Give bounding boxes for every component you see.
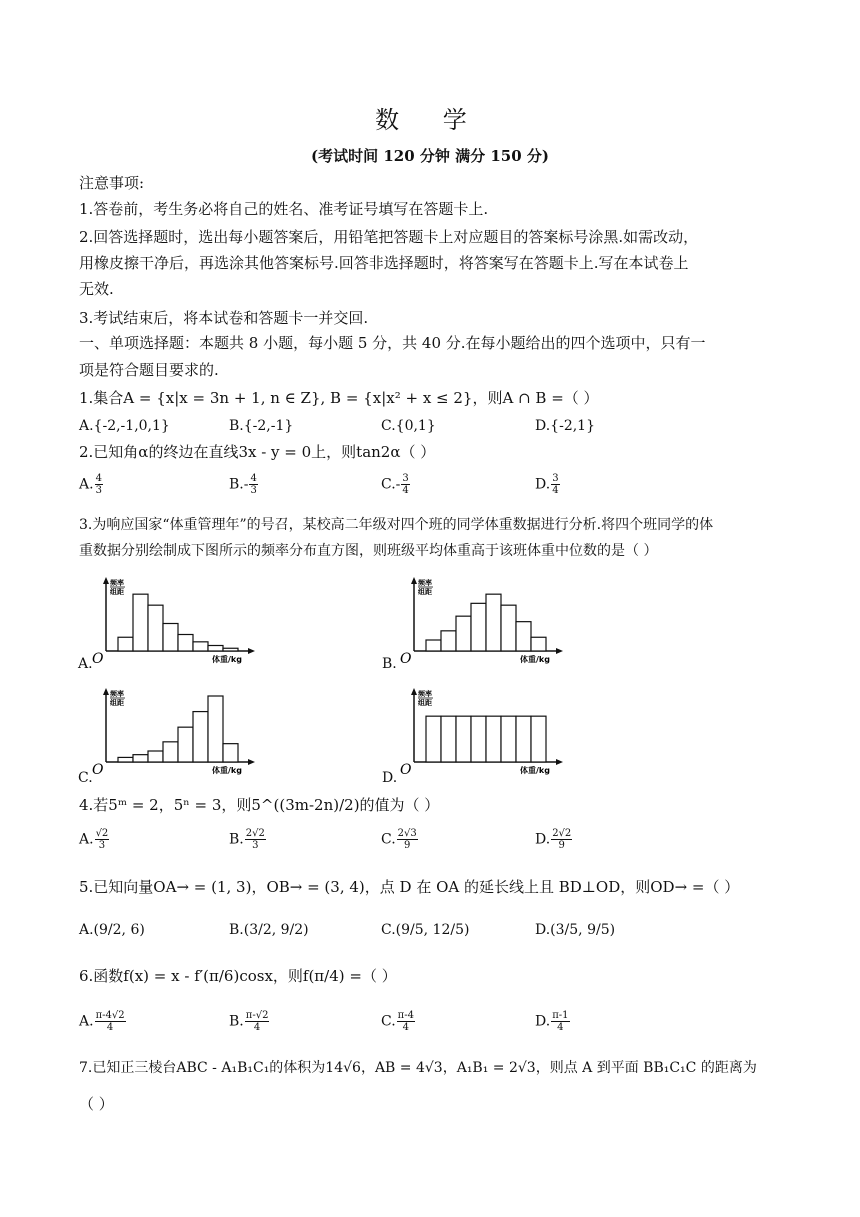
- x-axis-arrow: [248, 648, 255, 654]
- q6-option-b: B. $\frac{\pi-√2}{4}$: [229, 1010, 269, 1033]
- section-heading-cont: 项是符合题目要求的.: [79, 361, 219, 379]
- q5-option-c: C.(9/5, 12/5): [381, 922, 470, 938]
- note-2-line1: 2.回答选择题时，选出每小题答案后，用铅笔把答题卡上对应题目的答案标号涂黑.如需改动，: [79, 228, 699, 246]
- histogram-bar: [426, 716, 441, 762]
- histogram-bar: [193, 642, 208, 651]
- q4-option-a: A. $\frac{√2}{3}$: [79, 828, 109, 851]
- question-3-line2: 重数据分别绘制成下图所示的频率分布直方图，则班级平均体重高于该班体重中位数的是（ ）: [79, 543, 658, 559]
- histogram-bar: [531, 716, 546, 762]
- histogram-bar: [516, 622, 531, 651]
- histogram-bar: [193, 712, 208, 762]
- histogram-bar: [441, 716, 456, 762]
- histogram-bar: [486, 594, 501, 651]
- histogram-d: [398, 686, 568, 778]
- q3-option-a: A.: [78, 656, 93, 672]
- histogram-bar: [178, 635, 193, 652]
- question-1: 1.集合A = {x|x = 3n + 1, n ∈ Z}, B = {x|x² + x ≤ 2}，则A ∩ B =（ ）: [79, 389, 599, 407]
- q3-option-b: B.: [382, 656, 397, 672]
- histogram-bar: [223, 744, 238, 762]
- histogram-bar: [456, 716, 471, 762]
- histogram-bar: [471, 716, 486, 762]
- question-5: 5.已知向量OA→ = (1, 3)，OB→ = (3, 4)，点 D 在 OA 的延长线上且 BD⊥OD，则OD→ =（ ）: [79, 878, 740, 896]
- histogram-bar: [441, 631, 456, 651]
- q1-option-c: C.{0,1}: [381, 418, 436, 434]
- q5-option-b: B.(3/2, 9/2): [229, 922, 309, 938]
- y-label-top: 频率: [110, 579, 124, 587]
- y-axis-arrow: [103, 688, 109, 695]
- x-axis-arrow: [248, 759, 255, 765]
- histogram-bar: [501, 716, 516, 762]
- exam-info: (考试时间 120 分钟 满分 150 分): [311, 147, 549, 165]
- histogram-bar: [208, 646, 223, 652]
- origin-label: O: [400, 762, 412, 778]
- q5-option-a: A.(9/2, 6): [79, 922, 145, 938]
- q6-option-c: C. $\frac{\pi-4}{4}$: [381, 1010, 414, 1033]
- q6-option-a: A. $\frac{\pi-4√2}{4}$: [79, 1010, 125, 1033]
- q3-option-c: C.: [78, 770, 93, 786]
- histogram-bar: [163, 624, 178, 652]
- x-axis-label: 体重/kg: [212, 655, 242, 664]
- histogram-bar: [118, 757, 133, 762]
- histogram-svg: [90, 686, 260, 778]
- histogram-svg: [398, 686, 568, 778]
- x-axis-label: 体重/kg: [520, 766, 550, 775]
- x-axis-label: 体重/kg: [520, 655, 550, 664]
- q2-option-a: A. $\frac{4}{3}$: [79, 473, 102, 496]
- origin-label: O: [92, 651, 104, 667]
- histogram-bar: [426, 640, 441, 651]
- q1-option-d: D.{-2,1}: [535, 418, 595, 434]
- histogram-bar: [178, 727, 193, 762]
- note-1: 1.答卷前，考生务必将自己的姓名、准考证号填写在答题卡上.: [79, 200, 489, 218]
- y-label-top: 频率: [418, 579, 432, 587]
- histogram-bar: [501, 605, 516, 651]
- section-heading: 一、单项选择题：本题共 8 小题，每小题 5 分，共 40 分.在每小题给出的四个选项中，只有一: [79, 334, 706, 352]
- q2-option-d: D. $\frac{3}{4}$: [535, 473, 559, 496]
- question-4: 4.若5ᵐ = 2，5ⁿ = 3，则5^((3m-2n)/2)的值为（ ）: [79, 796, 440, 814]
- y-label-bottom: 组距: [110, 588, 124, 596]
- y-label-top: 频率: [418, 690, 432, 698]
- note-2-line2: 用橡皮擦干净后，再选涂其他答案标号.回答非选择题时，将答案写在答题卡上.写在本试卷上: [79, 254, 689, 272]
- histogram-bar: [148, 605, 163, 651]
- histogram-bar: [516, 716, 531, 762]
- histogram-c: [90, 686, 260, 778]
- histogram-bar: [163, 742, 178, 762]
- q2-option-b: B.- $\frac{4}{3}$: [229, 473, 257, 496]
- histogram-bar: [456, 616, 471, 651]
- y-label-bottom: 组距: [418, 699, 432, 707]
- question-3-line1: 3.为响应国家“体重管理年”的号召，某校高二年级对四个班的同学体重数据进行分析.将四个班同学的体: [79, 517, 714, 533]
- histogram-bar: [486, 716, 501, 762]
- x-axis-label: 体重/kg: [212, 766, 242, 775]
- histogram-bar: [471, 603, 486, 651]
- note-2-line3: 无效.: [79, 280, 114, 298]
- q1-option-b: B.{-2,-1}: [229, 418, 294, 434]
- origin-label: O: [92, 762, 104, 778]
- histogram-svg: [398, 575, 568, 667]
- notes-heading: 注意事项:: [79, 174, 145, 192]
- question-6: 6.函数f(x) = x - f′(π/6)cosx，则f(π/4) =（ ）: [79, 967, 397, 985]
- q5-option-d: D.(3/5, 9/5): [535, 922, 616, 938]
- note-3: 3.考试结束后，将本试卷和答题卡一并交回.: [79, 309, 369, 327]
- page-title: 数 学: [375, 106, 485, 134]
- y-label-bottom: 组距: [418, 588, 432, 596]
- question-2: 2.已知角α的终边在直线3x - y = 0上，则tan2α（ ）: [79, 443, 436, 461]
- y-axis-arrow: [103, 577, 109, 584]
- q3-option-d: D.: [382, 770, 398, 786]
- q4-option-c: C. $\frac{2√3}{9}$: [381, 828, 417, 851]
- y-label-bottom: 组距: [110, 699, 124, 707]
- q2-option-c: C.- $\frac{3}{4}$: [381, 473, 409, 496]
- y-axis-arrow: [411, 577, 417, 584]
- y-label-top: 频率: [110, 690, 124, 698]
- histogram-bar: [531, 637, 546, 651]
- q1-option-a: A.{-2,-1,0,1}: [79, 418, 170, 434]
- q4-option-b: B. $\frac{2√2}{3}$: [229, 828, 265, 851]
- q4-option-d: D. $\frac{2√2}{9}$: [535, 828, 572, 851]
- histogram-bar: [133, 594, 148, 651]
- question-7-line2: （ ）: [79, 1095, 114, 1113]
- x-axis-arrow: [556, 648, 563, 654]
- histogram-a: [90, 575, 260, 667]
- y-axis-arrow: [411, 688, 417, 695]
- x-axis-arrow: [556, 759, 563, 765]
- question-7-line1: 7.已知正三棱台ABC - A₁B₁C₁的体积为14√6，AB = 4√3，A₁B₁ = 2√3，则点 A 到平面 BB₁C₁C 的距离为: [79, 1060, 757, 1076]
- histogram-svg: [90, 575, 260, 667]
- histogram-bar: [133, 755, 148, 762]
- origin-label: O: [400, 651, 412, 667]
- histogram-bar: [148, 751, 163, 762]
- histogram-bar: [208, 696, 223, 762]
- histogram-b: [398, 575, 568, 667]
- q6-option-d: D. $\frac{\pi-1}{4}$: [535, 1010, 569, 1033]
- histogram-bar: [118, 637, 133, 651]
- histogram-bar: [223, 648, 238, 651]
